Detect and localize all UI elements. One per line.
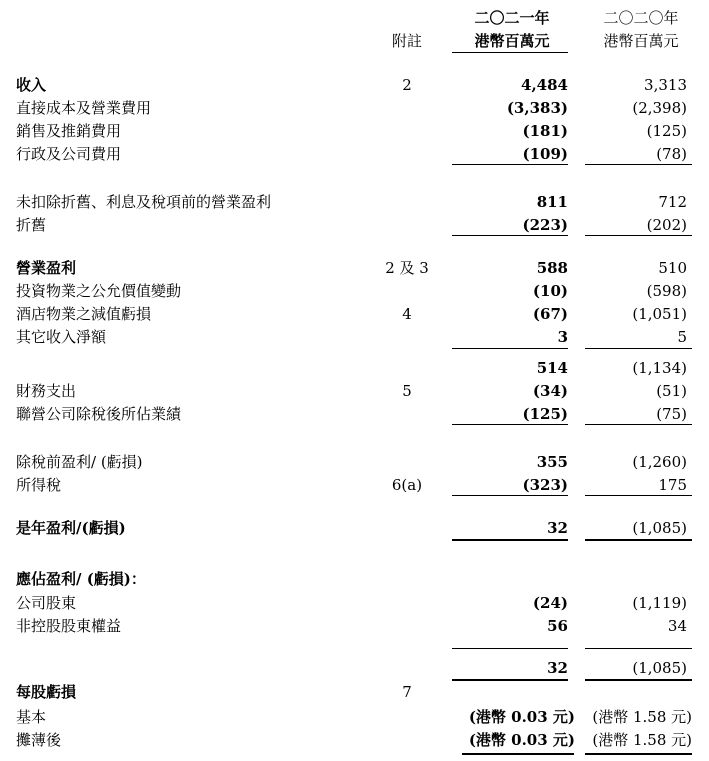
rule <box>452 235 568 236</box>
inv-property-2020: (598) <box>646 282 687 300</box>
note-column-header: 附註 <box>391 32 422 50</box>
basic-label: 基本 <box>16 708 47 726</box>
tax-2021: (323) <box>522 476 568 494</box>
subtotal-2020: (1,134) <box>632 359 687 377</box>
shareholders-2021: (24) <box>532 594 568 612</box>
col-2021-unit: 港幣百萬元 <box>474 32 550 50</box>
nci-2021: 56 <box>547 617 568 635</box>
direct-costs-2020: (2,398) <box>632 99 687 117</box>
nci-label: 非控股股東權益 <box>16 617 122 635</box>
header-underline-2021 <box>452 52 568 53</box>
col-2020-unit: 港幣百萬元 <box>603 32 679 50</box>
revenue-2020: 3,313 <box>644 76 687 94</box>
hotel-impairment-label: 酒店物業之減值虧損 <box>16 305 152 323</box>
diluted-2020: (港幣 1.58 元) <box>592 731 692 749</box>
pretax-2020: (1,260) <box>632 453 687 471</box>
depreciation-2020: (202) <box>646 216 687 234</box>
rule <box>585 164 692 165</box>
basic-2020: (港幣 1.58 元) <box>592 708 692 726</box>
admin-2020: (78) <box>656 145 687 163</box>
tax-note: 6(a) <box>391 476 423 494</box>
tax-2020: 175 <box>658 476 687 494</box>
ebitda-label: 未扣除折舊、利息及稅項前的營業盈利 <box>16 193 272 211</box>
revenue-2021: 4,484 <box>521 76 568 94</box>
selling-2021: (181) <box>522 122 568 140</box>
operating-profit-2020: 510 <box>658 259 687 277</box>
other-income-2021: 3 <box>557 328 568 346</box>
direct-costs-2021: (3,383) <box>506 99 568 117</box>
pretax-2021: 355 <box>536 453 568 471</box>
finance-2020: (51) <box>656 382 687 400</box>
finance-label: 財務支出 <box>16 382 77 400</box>
diluted-2021: (港幣 0.03 元) <box>468 731 575 749</box>
eps-label: 每股虧損 <box>16 683 77 701</box>
double-rule <box>585 753 692 755</box>
selling-2020: (125) <box>646 122 687 140</box>
rule <box>452 348 568 349</box>
other-income-2020: 5 <box>677 328 687 346</box>
rule <box>585 348 692 349</box>
inv-property-label: 投資物業之公允價值變動 <box>16 282 182 300</box>
attr-total-2021: 32 <box>547 659 568 677</box>
subtotal-2021: 514 <box>536 359 568 377</box>
inv-property-2021: (10) <box>532 282 568 300</box>
hotel-impairment-2021: (67) <box>532 305 568 323</box>
pretax-label: 除稅前盈利/ (虧損) <box>16 453 143 471</box>
hotel-impairment-2020: (1,051) <box>632 305 687 323</box>
year-profit-2020: (1,085) <box>632 519 687 537</box>
associates-label: 聯營公司除稅後所佔業績 <box>16 405 182 423</box>
revenue-label: 收入 <box>16 76 47 94</box>
rule <box>452 424 568 425</box>
hotel-impairment-note: 4 <box>402 305 412 323</box>
rule <box>585 495 692 496</box>
finance-2021: (34) <box>532 382 568 400</box>
depreciation-label: 折舊 <box>16 216 47 234</box>
year-profit-label: 是年盈利/(虧損) <box>16 519 126 537</box>
revenue-note: 2 <box>402 76 412 94</box>
rule <box>585 648 692 649</box>
finance-note: 5 <box>402 382 412 400</box>
selling-label: 銷售及推銷費用 <box>16 122 122 140</box>
attributable-label: 應佔盈利/ (虧損)： <box>16 570 146 588</box>
rule <box>585 424 692 425</box>
eps-note: 7 <box>402 683 412 701</box>
basic-2021: (港幣 0.03 元) <box>468 708 575 726</box>
rule <box>452 648 568 649</box>
double-rule <box>462 753 574 755</box>
nci-2020: 34 <box>667 617 687 635</box>
other-income-label: 其它收入淨額 <box>16 328 107 346</box>
operating-profit-label: 營業盈利 <box>16 259 77 277</box>
ebitda-2021: 811 <box>536 193 568 211</box>
col-2020-year: 二〇二〇年 <box>603 9 679 27</box>
double-rule <box>452 539 568 541</box>
diluted-label: 攤薄後 <box>16 731 62 749</box>
admin-label: 行政及公司費用 <box>16 145 122 163</box>
associates-2021: (125) <box>522 405 568 423</box>
tax-label: 所得稅 <box>16 476 62 494</box>
shareholders-2020: (1,119) <box>632 594 687 612</box>
ebitda-2020: 712 <box>658 193 687 211</box>
attr-total-2020: (1,085) <box>632 659 687 677</box>
operating-profit-2021: 588 <box>536 259 568 277</box>
double-rule <box>585 679 692 681</box>
rule <box>452 495 568 496</box>
rule <box>452 164 568 165</box>
associates-2020: (75) <box>656 405 687 423</box>
double-rule <box>585 539 692 541</box>
operating-profit-note: 2 及 3 <box>385 259 429 277</box>
admin-2021: (109) <box>522 145 568 163</box>
year-profit-2021: 32 <box>547 519 568 537</box>
double-rule <box>452 679 568 681</box>
col-2021-year: 二〇二一年 <box>474 9 550 27</box>
direct-costs-label: 直接成本及營業費用 <box>16 99 152 117</box>
shareholders-label: 公司股東 <box>16 594 77 612</box>
depreciation-2021: (223) <box>522 216 568 234</box>
rule <box>585 235 692 236</box>
